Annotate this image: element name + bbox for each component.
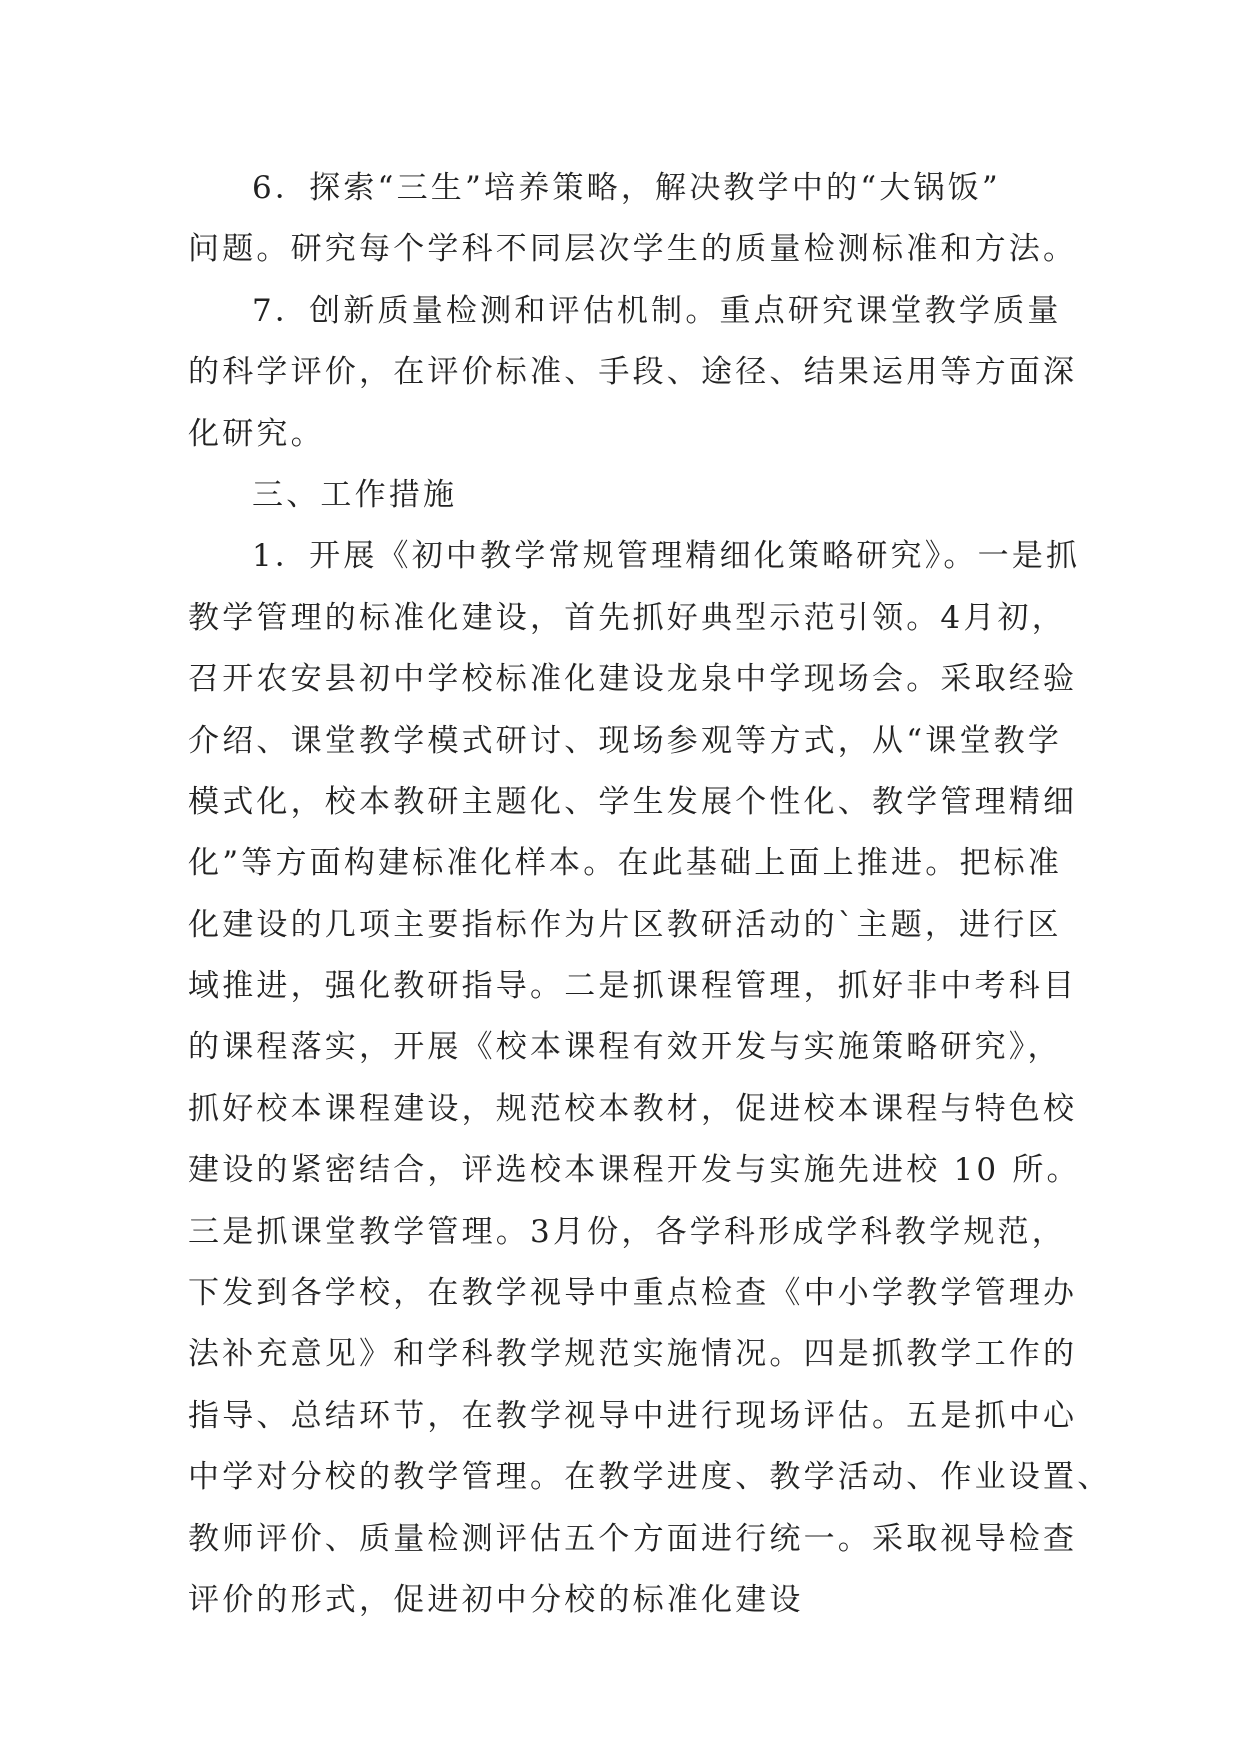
paragraph-line: 召开农安县初中学校标准化建设龙泉中学现场会。采取经验 [188,661,1078,698]
paragraph-line: 教学管理的标准化建设，首先抓好典型示范引领。4月初， [188,599,1066,636]
paragraph-line: 中学对分校的教学管理。在教学进度、教学活动、作业设置、 [188,1459,1112,1496]
paragraph-line: 6．探索“三生”培养策略，解决教学中的“大锅饭” [252,170,1001,206]
document-body [188,158,1112,1631]
paragraph-line: 的课程落实，开展《校本课程有效开发与实施策略研究》， [188,1029,1062,1066]
section-heading: 三、工作措施 [252,476,458,513]
paragraph-line: 1．开展《初中教学常规管理精细化策略研究》。一是抓 [252,538,1081,575]
paragraph-line: 域推进，强化教研指导。二是抓课程管理，抓好非中考科目 [188,968,1078,1005]
paragraph-line: 指导、总结环节，在教学视导中进行现场评估。五是抓中心 [188,1397,1078,1434]
paragraph-line: 化建设的几项主要指标作为片区教研活动的`主题，进行区 [188,906,1062,943]
paragraph-line: 化研究。 [188,415,325,452]
paragraph-line: 问题。研究每个学科不同层次学生的质量检测标准和方法。 [188,231,1078,268]
paragraph-line: 化”等方面构建标准化样本。在此基础上面上推进。把标准 [188,845,1063,882]
paragraph-line: 评价的形式，促进初中分校的标准化建设 [188,1581,804,1618]
paragraph-line: 下发到各学校，在教学视导中重点检查《中小学教学管理办 [188,1275,1078,1312]
paragraph-line: 7．创新质量检测和评估机制。重点研究课堂教学质量 [252,292,1062,329]
paragraph-line: 法补充意见》和学科教学规范实施情况。四是抓教学工作的 [188,1336,1078,1373]
paragraph-line: 介绍、课堂教学模式研讨、现场参观等方式，从“课堂教学 [188,722,1063,759]
paragraph-line: 建设的紧密结合，评选校本课程开发与实施先进校 10 所。 [188,1152,1081,1189]
paragraph-line: 抓好校本课程建设，规范校本教材，促进校本课程与特色校 [188,1090,1078,1127]
paragraph-line: 三是抓课堂教学管理。3月份，各学科形成学科教学规范， [188,1213,1066,1250]
paragraph-line: 模式化，校本教研主题化、学生发展个性化、教学管理精细 [188,783,1078,820]
paragraph-line: 的科学评价，在评价标准、手段、途径、结果运用等方面深 [188,354,1078,391]
paragraph-line: 教师评价、质量检测评估五个方面进行统一。采取视导检查 [188,1520,1078,1557]
